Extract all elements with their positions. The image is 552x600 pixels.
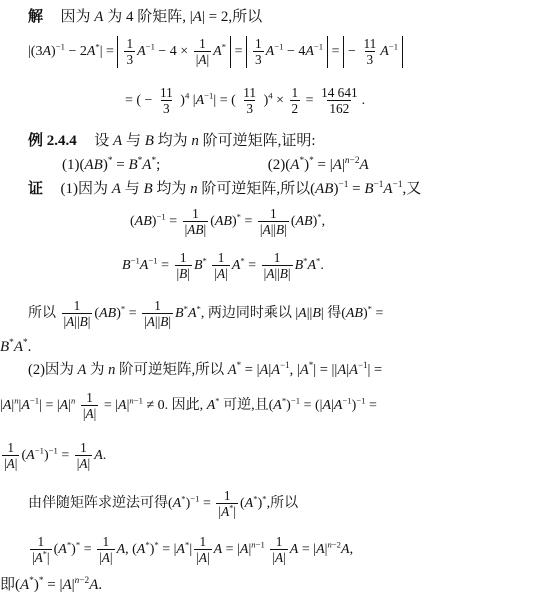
part-2: $(2)(A^*)^* = |A|^{n-2}A$ [267,156,369,173]
example-label: 例 2.4.4 [28,133,77,149]
so-line: 所以 $\frac{1}{|A||B|}$ (AB)* = $\frac{1}{|A||B|}$ B*A*, 两边同时乘以 |A||B| 得(AB)* = [28,298,384,330]
conclusion-line: 即$(A^*)^* = |A|^{n-2}A$. [0,576,103,593]
so-prefix: 所以 [28,306,56,321]
part2-line-2: $|A|^n|A^{-1}| = |A|^n$ $\frac{1}{|A|}$ = $|A|^{n-1} \ne 0$. 因此, A* 可逆,且$(A^*)^{-1} = (|A|A^{-1})^{-1}$ = [0,390,377,422]
part2-line-3: $\frac{1}{|A|}$ $(A^{-1})^{-1}$ = $\frac{1}{|A|}$ A. [4,440,107,472]
example-parts [62,156,369,174]
example-line [28,132,316,150]
proof-label: 证 [28,181,44,197]
equation-2: = ( − $\frac{11}{3}$ )$^4$ $|A^{-1}|$ = ( $\frac{11}{3}$ )$^4$ × $\frac{1}{2}$ = $\frac{14 641}{162}$ . [125,85,366,117]
part2-line-5: $\frac{1}{|A^*|}$ (A*)* = $\frac{1}{|A|}$ A, (A*)* = |A*| $\frac{1}{|A|}$ $A = |A|^{n-1}$ $\frac{1}{|A|}$ $A = |A|^{n-2}A$, [32,534,354,566]
so-tail: B*A*. [0,338,32,355]
part-1: (1)(AB)* = B*A*; [62,156,161,173]
solution-line [28,8,262,26]
proof-text-1: (1)因为 A 与 B 均为 n 阶可逆矩阵,所以$(AB)^{-1} = B^{-1}A^{-1}$,又 [60,180,422,197]
solution-intro: 因为 A 为 4 阶矩阵, |A| = 2,所以 [60,9,263,25]
equation-1: $|(3A)^{-1} - 2A^*|$ = $\frac{1}{3}$ $A^{-1} - 4$ × $\frac{1}{|A|}$ A* = $\frac{1}{3}$ $A^{-1} - 4A^{-1}$ = − $\frac{11}{3}$ $A^{-1}$ [28,36,403,68]
part2-line-1: (2)因为 A 为 n 阶可逆矩阵,所以 $A^* = |A|A^{-1}$, $|A^*| = ||A|A^{-1}|$ = [28,360,383,378]
example-text: 设 A 与 B 均为 n 阶可逆矩阵,证明: [94,133,316,149]
proof-line-1 [28,180,421,198]
part2-line-4: 由伴随矩阵求逆法可得$(A^*)^{-1}$ = $\frac{1}{|A^*|}$ (A*)*,所以 [28,488,299,520]
equation-3: (AB)$^{-1}$ = $\frac{1}{|AB|}$ (AB)* = $\frac{1}{|A||B|}$ (AB)*, [130,206,326,238]
solution-label: 解 [28,9,44,25]
equation-4: $B^{-1}A^{-1}$ = $\frac{1}{|B|}$ B* $\frac{1}{|A|}$ A* = $\frac{1}{|A||B|}$ B*A*. [122,250,324,282]
